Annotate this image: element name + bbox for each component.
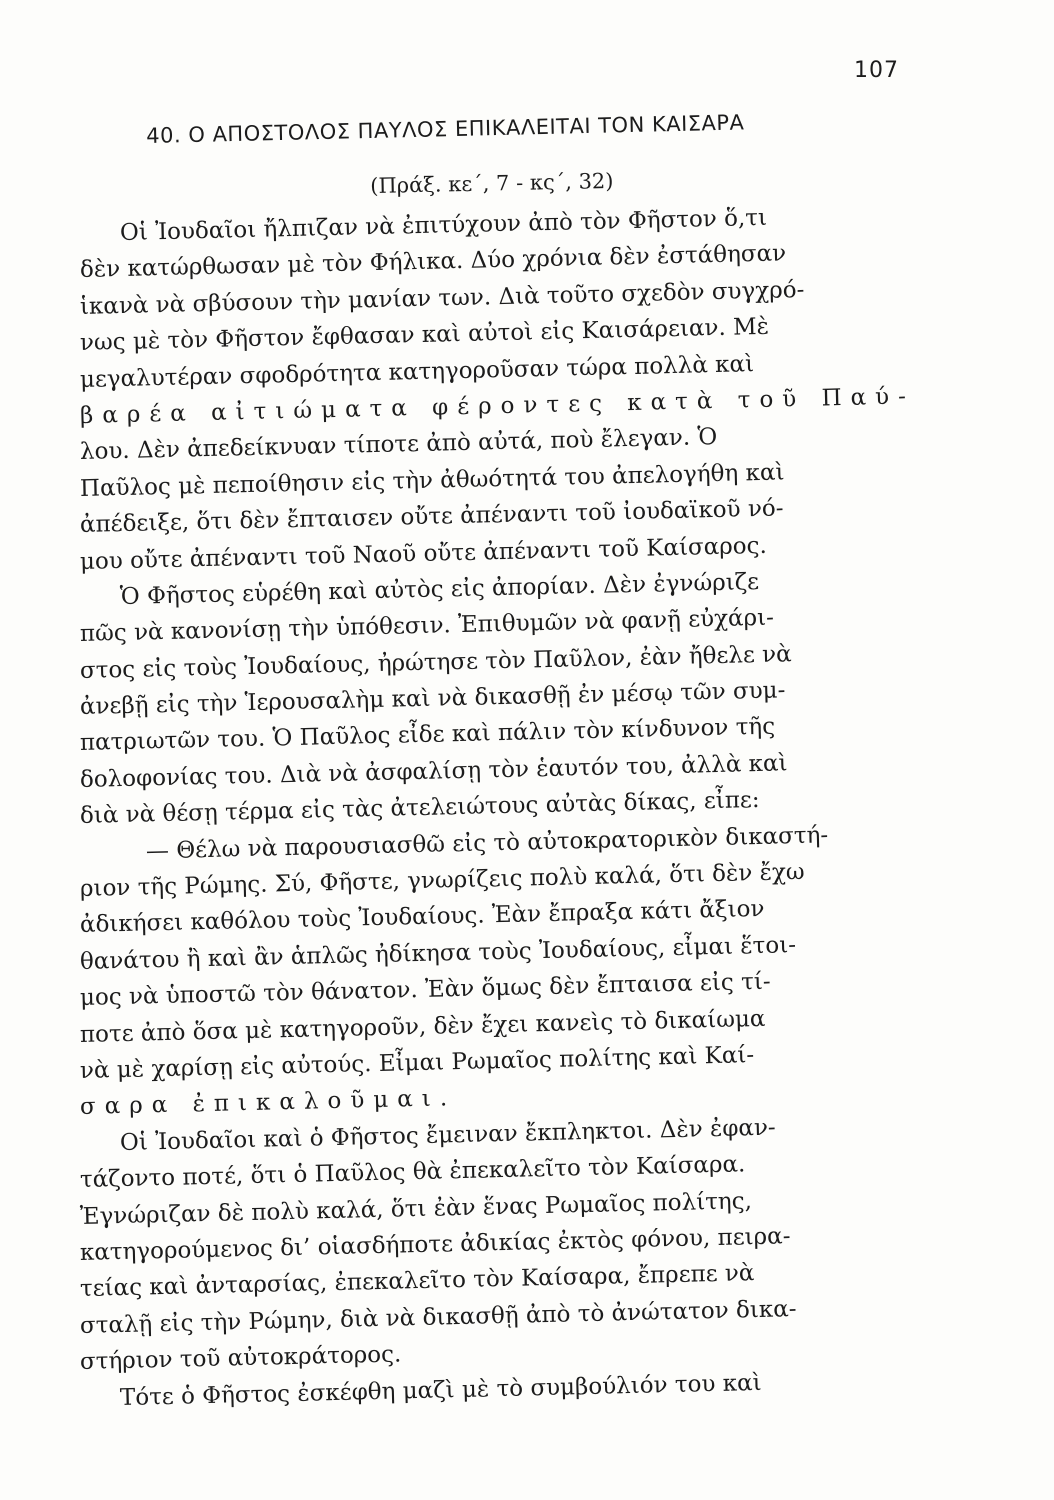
text-line: κατηγορούμενος δι’ οἱασδήποτε ἀδικίας ἐκτὸς φόνου, πειρα- xyxy=(79,1223,791,1266)
text-line: Τότε ὁ Φῆστος ἐσκέφθη μαζὶ μὲ τὸ συμβούλιόν του καὶ xyxy=(119,1369,762,1411)
text-line: Ὁ Φῆστος εὑρέθη καὶ αὐτὸς εἰς ἀπορίαν. Δὲν ἐγνώριζε xyxy=(119,568,760,610)
text-line: διὰ νὰ θέσῃ τέρμα εἰς τὰς ἀτελειώτους αὐτὰς δίκας, εἶπε: xyxy=(79,787,760,830)
page-number: 107 xyxy=(854,58,899,83)
text-line: Οἱ Ἰουδαῖοι ἤλπιζαν νὰ ἐπιτύχουν ἀπὸ τὸν Φῆστον ὅ,τι xyxy=(119,204,768,247)
text-line: Οἱ Ἰουδαῖοι καὶ ὁ Φῆστος ἔμειναν ἔκπληκτοι. Δὲν ἐφαν- xyxy=(119,1114,776,1156)
text-line: μου οὔτε ἀπέναντι τοῦ Ναοῦ οὔτε ἀπέναντι τοῦ Καίσαρος. xyxy=(79,532,768,575)
text-line: λου. Δὲν ἀπεδείκνυαν τίποτε ἀπὸ αὐτά, ποὺ ἔλεγαν. Ὁ xyxy=(79,424,718,466)
text-line: — Θέλω νὰ παρουσιασθῶ εἰς τὸ αὐτοκρατορικὸν δικαστή- xyxy=(145,822,829,865)
text-line: σαρα ἐπικαλοῦμαι. xyxy=(79,1085,457,1121)
text-line: τάζοντο ποτέ, ὅτι ὁ Παῦλος θὰ ἐπεκαλεῖτο τὸν Καίσαρα. xyxy=(79,1151,746,1194)
text-line: μεγαλυτέραν σφοδρότητα κατηγοροῦσαν τώρα πολλὰ καὶ xyxy=(79,350,755,393)
text-line: νως μὲ τὸν Φῆστον ἔφθασαν καὶ αὐτοὶ εἰς Καισάρειαν. Μὲ xyxy=(79,313,770,357)
text-line: στήριον τοῦ αὐτοκράτορος. xyxy=(79,1341,402,1376)
chapter-reference: (Πράξ. κε΄, 7 - κς΄, 32) xyxy=(370,168,614,198)
text-line: τείας καὶ ἀνταρσίας, ἐπεκαλεῖτο τὸν Καίσαρα, ἔπρεπε νὰ xyxy=(79,1260,755,1303)
text-line: ἀδικήσει καθόλου τοὺς Ἰουδαίους. Ἐὰν ἔπραξα κάτι ἄξιον xyxy=(79,896,765,939)
text-line: ριον τῆς Ρώμης. Σύ, Φῆστε, γνωρίζεις πολὺ καλά, ὅτι δὲν ἔχω xyxy=(79,858,805,903)
text-line: ποτε ἀπὸ ὅσα μὲ κατηγοροῦν, δὲν ἔχει κανεὶς τὸ δικαίωμα xyxy=(79,1005,766,1048)
body-text xyxy=(79,204,960,1417)
text-line: σταλῇ εἰς τὴν Ρώμην, διὰ νὰ δικασθῇ ἀπὸ τὸ ἀνώτατον δικα- xyxy=(79,1295,797,1339)
text-line: πῶς νὰ κανονίσῃ τὴν ὑπόθεσιν. Ἐπιθυμῶν νὰ φανῇ εὐχάρι- xyxy=(79,604,775,648)
text-line: Ἐγνώριζαν δὲ πολὺ καλά, ὅτι ἐὰν ἕνας Ρωμαῖος πολίτης, xyxy=(79,1187,753,1230)
text-line: ἱκανὰ νὰ σβύσουν τὴν μανίαν των. Διὰ τοῦτο σχεδὸν συγχρό- xyxy=(79,276,805,320)
text-line: θανάτου ἢ καὶ ἂν ἁπλῶς ἠδίκησα τοὺς Ἰουδαίους, εἶμαι ἕτοι- xyxy=(79,931,797,975)
text-line: πατριωτῶν του. Ὁ Παῦλος εἶδε καὶ πάλιν τὸν κίνδυνον τῆς xyxy=(79,714,776,757)
text-line: δὲν κατώρθωσαν μὲ τὸν Φήλικα. Δύο χρόνια δὲν ἐστάθησαν xyxy=(79,240,787,284)
text-line: νὰ μὲ χαρίσῃ εἰς αὐτούς. Εἶμαι Ρωμαῖος πολίτης καὶ Καί- xyxy=(79,1042,755,1084)
chapter-title: 40. Ο ΑΠΟΣΤΟΛΟΣ ΠΑΥΛΟΣ ΕΠΙΚΑΛΕΙΤΑΙ ΤΟΝ ΚΑΙΣΑΡΑ xyxy=(146,110,745,148)
text-line: δολοφονίας του. Διὰ νὰ ἀσφαλίσῃ τὸν ἑαυτόν του, ἀλλὰ καὶ xyxy=(79,750,788,793)
text-line: Παῦλος μὲ πεποίθησιν εἰς τὴν ἀθωότητά του ἀπελογήθη καὶ xyxy=(79,459,785,502)
text-line: ἀνεβῇ εἰς τὴν Ἱερουσαλὴμ καὶ νὰ δικασθῇ ἐν μέσῳ τῶν συμ- xyxy=(79,677,786,721)
text-line: βαρέα αἰτιώματα φέροντες κατὰ τοῦ Παύ- xyxy=(79,383,916,429)
text-line: στος εἰς τοὺς Ἰουδαίους, ἠρώτησε τὸν Παῦλον, ἐὰν ἤθελε νὰ xyxy=(79,640,792,684)
text-line: ἀπέδειξε, ὅτι δὲν ἔπταισεν οὔτε ἀπέναντι τοῦ ἰουδαϊκοῦ νό- xyxy=(79,495,784,539)
text-line: μος νὰ ὑποστῶ τὸν θάνατον. Ἐὰν ὅμως δὲν ἔπταισα εἰς τί- xyxy=(79,968,771,1012)
